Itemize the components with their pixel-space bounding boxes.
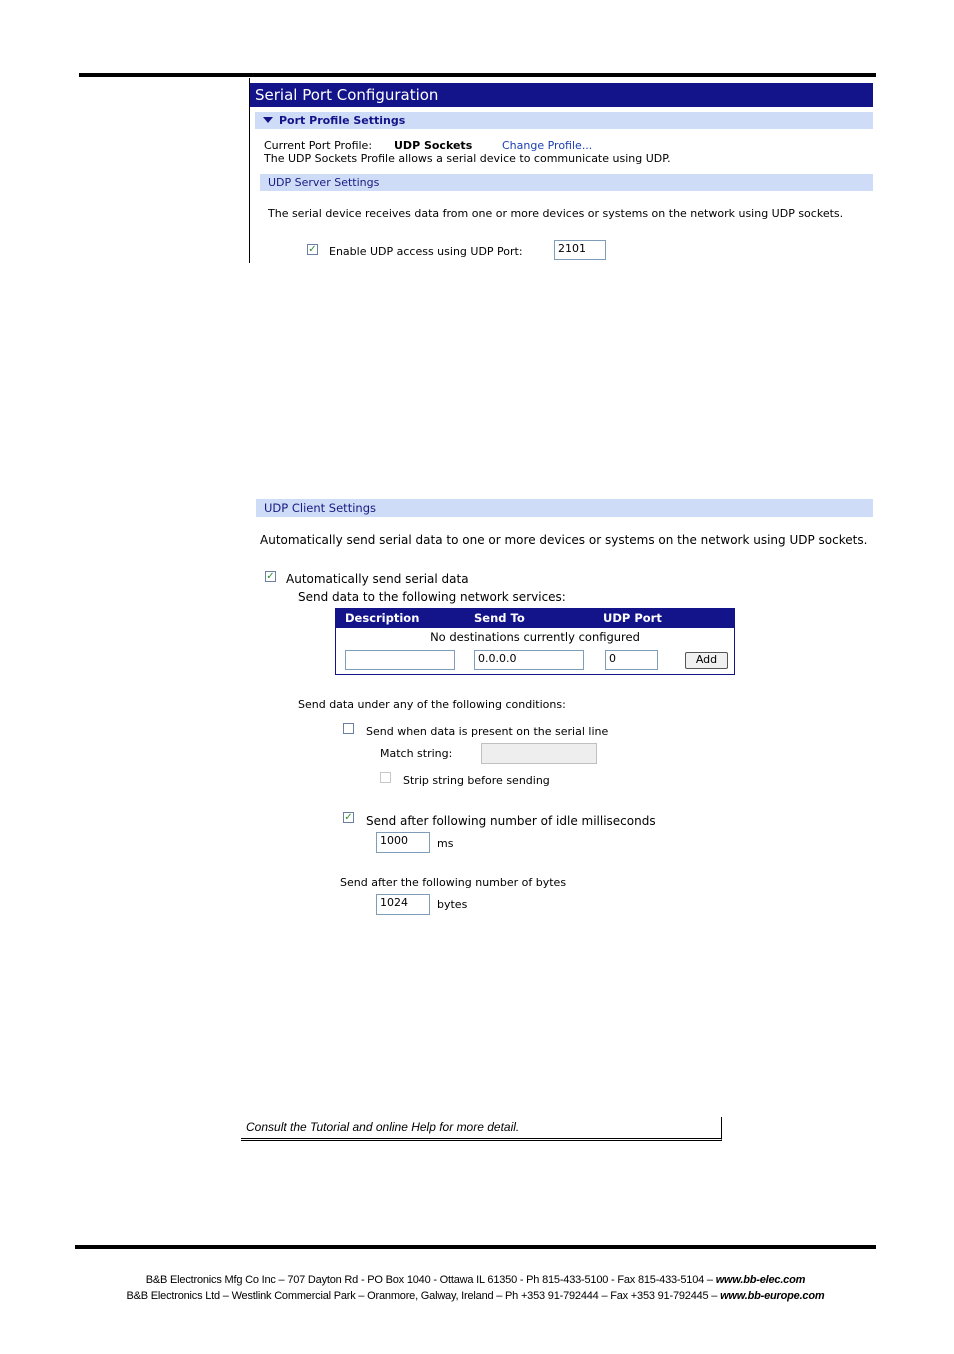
header-rule [79, 73, 876, 77]
strip-string-label: Strip string before sending [403, 774, 550, 787]
new-udp-port-input[interactable]: 0 [605, 650, 658, 670]
udp-server-section-header: UDP Server Settings [260, 174, 873, 191]
collapse-triangle-icon[interactable] [263, 117, 273, 123]
network-services-label: Send data to the following network services: [298, 590, 566, 604]
change-profile-link[interactable]: Change Profile... [502, 139, 593, 152]
idle-ms-label: Send after following number of idle milliseconds [366, 814, 656, 828]
column-header-udp-port: UDP Port [603, 611, 662, 625]
window-title: Serial Port Configuration [250, 83, 873, 107]
current-profile-label: Current Port Profile: [264, 139, 373, 152]
bytes-label: Send after the following number of bytes [340, 876, 567, 889]
strip-string-checkbox[interactable] [380, 772, 391, 783]
note-text: Consult the Tutorial and online Help for more detail. [246, 1120, 520, 1134]
auto-send-label: Automatically send serial data [286, 572, 469, 586]
auto-send-checkbox[interactable] [265, 571, 276, 582]
check-icon: ✓ [266, 570, 275, 582]
udp-server-description: The serial device receives data from one or more devices or systems on the network using UDP sockets. [268, 207, 844, 220]
bytes-unit: bytes [437, 898, 468, 911]
footer-rule [75, 1245, 876, 1249]
add-destination-button[interactable]: Add [685, 652, 728, 669]
udp-port-input[interactable]: 2101 [554, 240, 606, 260]
idle-ms-input[interactable]: 1000 [376, 832, 430, 853]
new-send-to-input[interactable]: 0.0.0.0 [474, 650, 584, 670]
table-header [336, 609, 734, 628]
idle-ms-unit: ms [437, 837, 454, 850]
footer-line-2 [75, 1290, 876, 1302]
footer-line-1 [75, 1274, 876, 1286]
check-icon: ✓ [344, 811, 353, 823]
new-description-input[interactable] [345, 650, 455, 670]
current-profile-value: UDP Sockets [394, 139, 473, 152]
udp-client-section-header: UDP Client Settings [256, 499, 873, 517]
idle-ms-checkbox[interactable] [343, 812, 354, 823]
destinations-table [335, 608, 735, 675]
profile-description: The UDP Sockets Profile allows a serial device to communicate using UDP. [264, 152, 671, 165]
enable-udp-checkbox[interactable] [307, 244, 318, 255]
footer-eu-address: B&B Electronics Ltd – Westlink Commercial Park – Oranmore, Galway, Ireland – Ph +353 91-792444 – Fax +353 91-792445 – [126, 1290, 721, 1302]
send-on-data-checkbox[interactable] [343, 723, 354, 734]
udp-client-description: Automatically send serial data to one or more devices or systems on the network using UDP sockets. [260, 533, 868, 547]
match-string-input[interactable] [481, 743, 597, 764]
footer-eu-url[interactable]: www.bb-europe.com [720, 1290, 825, 1302]
column-header-description: Description [345, 611, 420, 625]
footer-us-url[interactable]: www.bb-elec.com [715, 1274, 806, 1286]
match-string-label: Match string: [380, 747, 453, 760]
conditions-label: Send data under any of the following conditions: [298, 698, 566, 711]
port-profile-section-header[interactable] [255, 112, 873, 129]
enable-udp-label: Enable UDP access using UDP Port: [329, 245, 523, 258]
footer-us-address: B&B Electronics Mfg Co Inc – 707 Dayton Rd - PO Box 1040 - Ottawa IL 61350 - Ph 815-433-5100 - Fax 815-433-5104 – [145, 1274, 716, 1286]
bytes-input[interactable]: 1024 [376, 894, 430, 915]
send-on-data-label: Send when data is present on the serial line [366, 725, 609, 738]
check-icon: ✓ [308, 243, 317, 255]
empty-table-message: No destinations currently configured [430, 630, 640, 644]
port-profile-section-title: Port Profile Settings [279, 114, 406, 127]
column-header-send-to: Send To [474, 611, 525, 625]
